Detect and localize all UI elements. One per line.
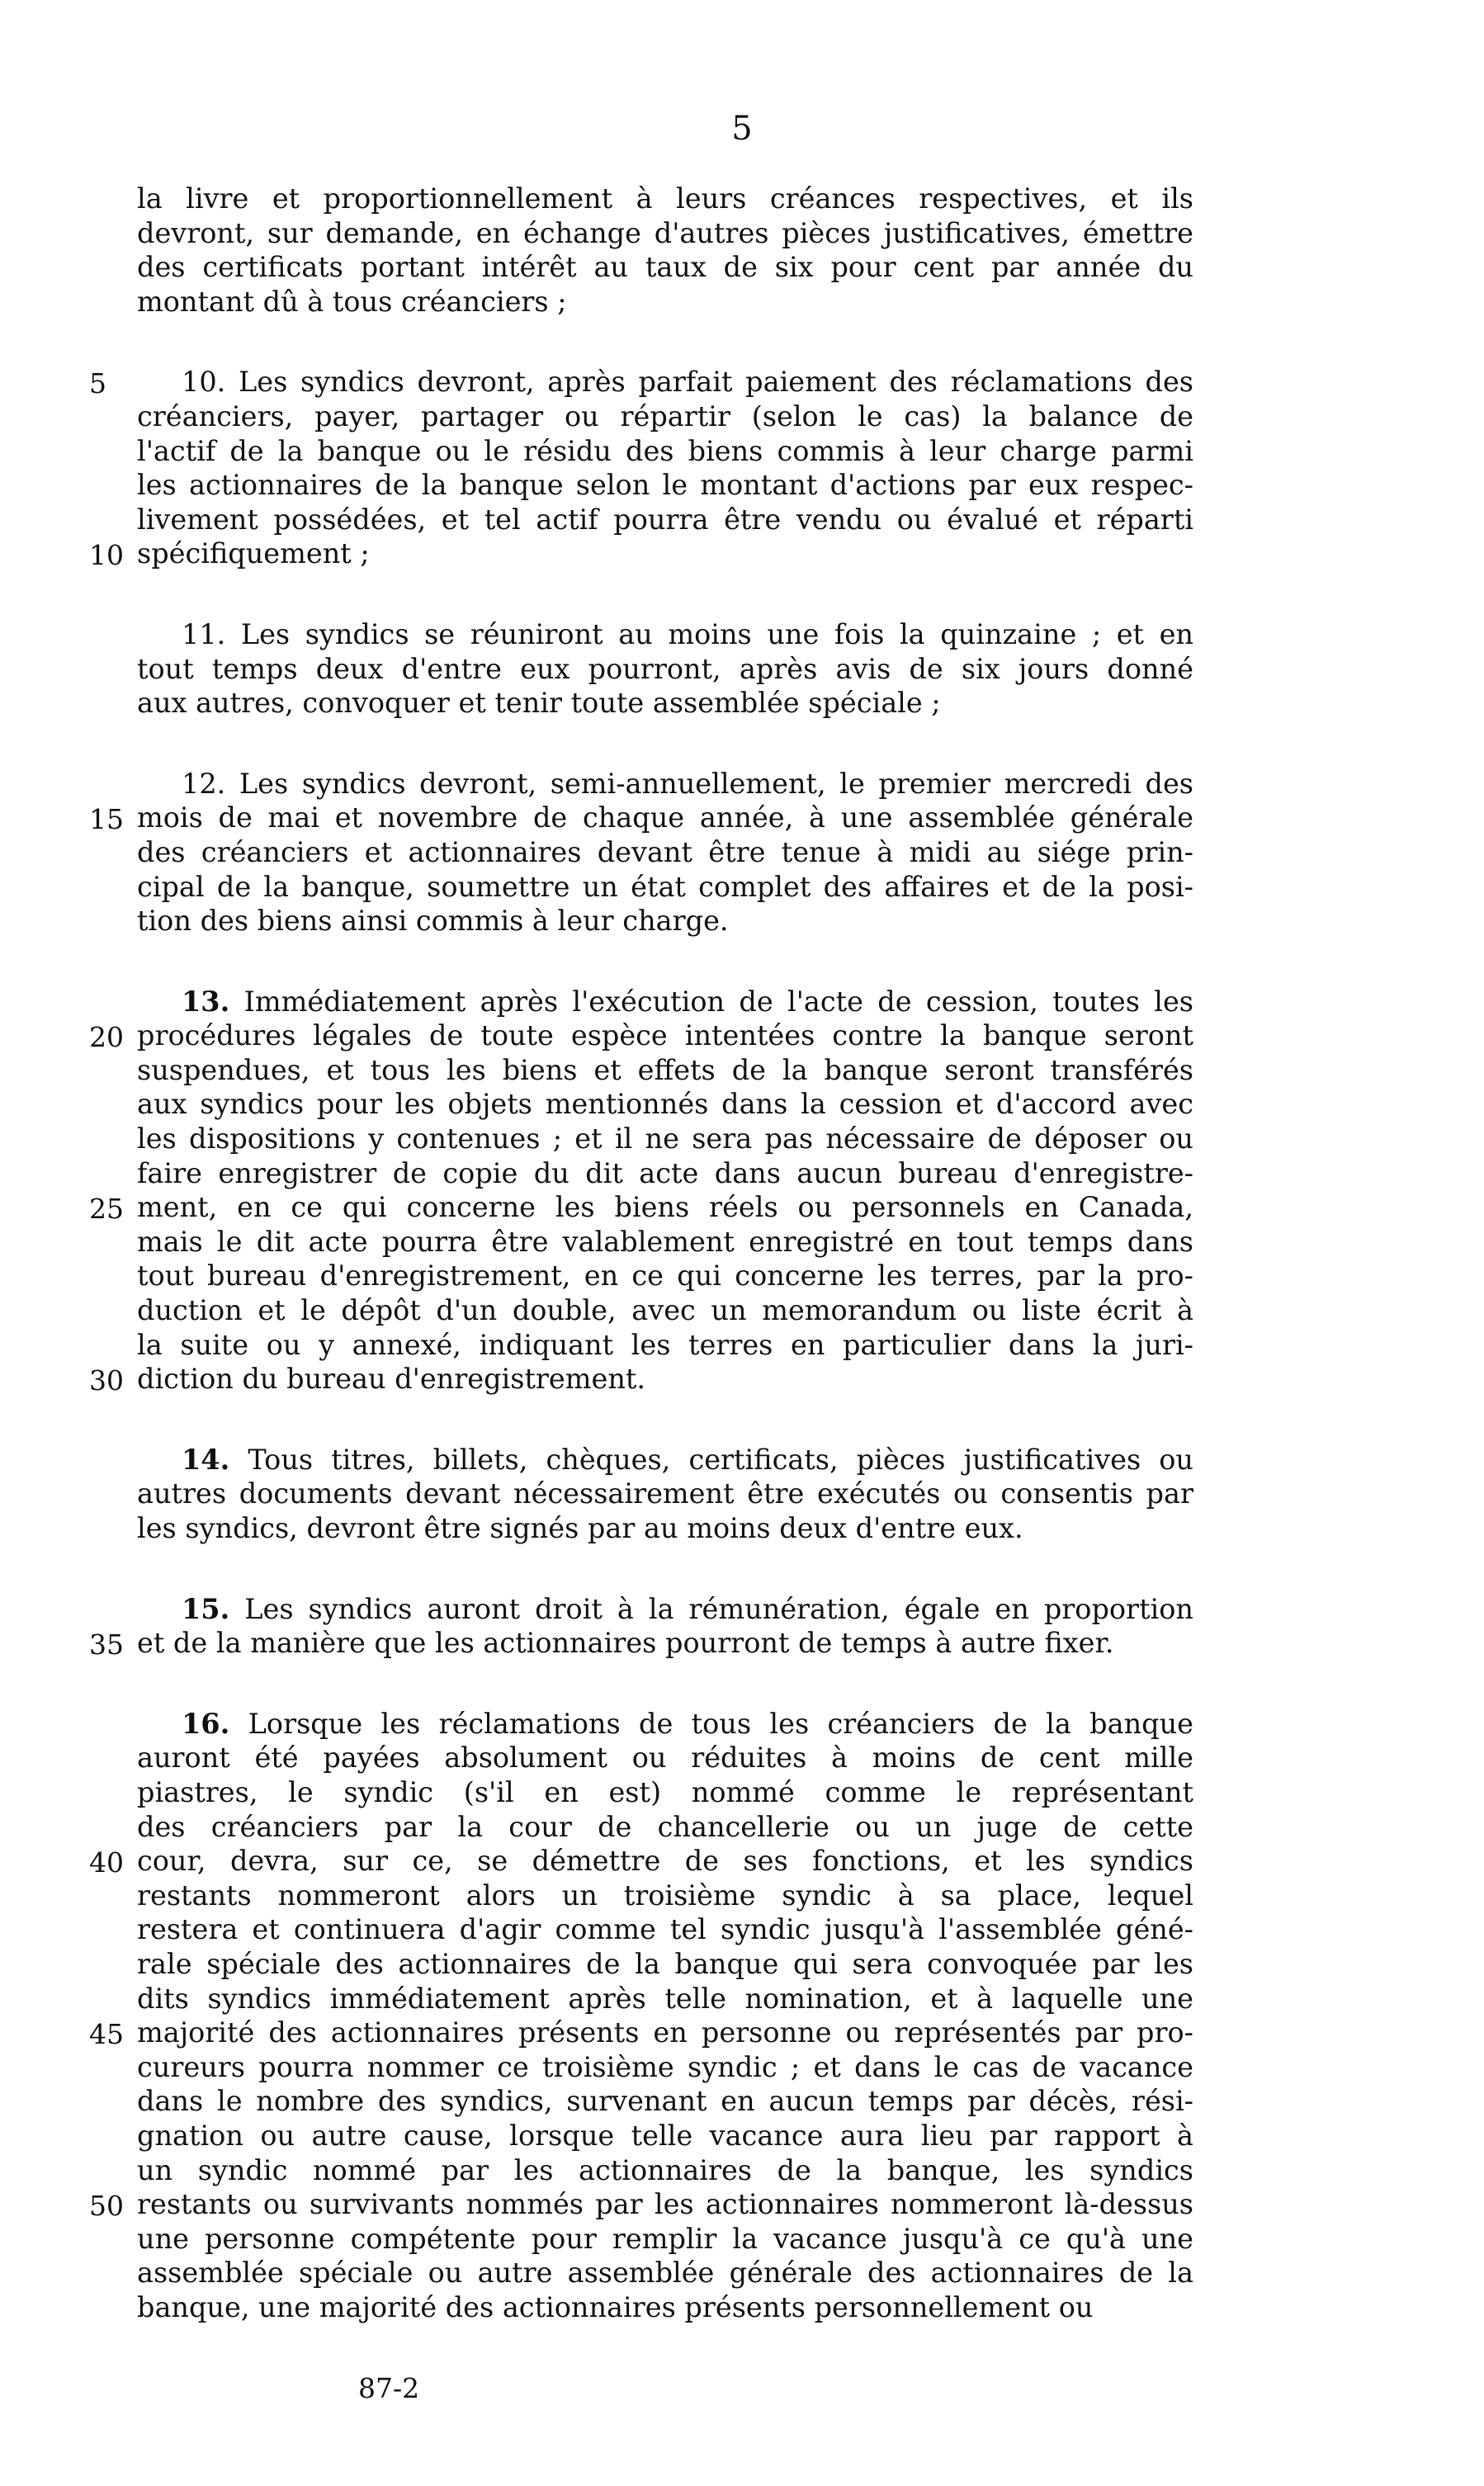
text-line — [137, 1741, 1193, 1775]
section-number: 14. — [182, 1443, 230, 1476]
line-text: les dispositions y contenues ; et il ne sera pas nécessaire de déposer ou — [137, 1122, 1193, 1156]
paragraph — [89, 1707, 1193, 2325]
line-text: procédures légales de toute espèce intentées contre la banque seront — [137, 1019, 1193, 1052]
section-number: 16. — [182, 1707, 230, 1740]
section-number: 13. — [182, 985, 230, 1018]
text-line — [137, 468, 1193, 503]
margin-line-number: 15 — [89, 803, 124, 836]
text-line — [137, 1707, 1193, 1742]
paragraph — [89, 1592, 1193, 1661]
paragraph — [89, 985, 1193, 1397]
text-line — [137, 1259, 1193, 1293]
text-line — [137, 2256, 1193, 2290]
text-line — [89, 801, 1193, 836]
signature-mark: 87-2 — [358, 2372, 420, 2404]
line-text: rale spéciale des actionnaires de la banque qui sera convoquée par les — [137, 1947, 1193, 1980]
text-line — [137, 1477, 1193, 1511]
line-text: restera et continuera d'agir comme tel syndic jusqu'à l'assemblée géné- — [137, 1913, 1193, 1946]
line-text: restants nommeront alors un troisième syndic à sa place, lequel — [137, 1879, 1193, 1912]
text-line — [137, 1053, 1193, 1088]
paragraph — [137, 617, 1193, 721]
text-line — [137, 985, 1193, 1019]
margin-line-number: 35 — [89, 1628, 124, 1661]
line-text: aux syndics pour les objets mentionnés dans la cession et d'accord avec — [137, 1088, 1193, 1121]
text-line — [137, 1225, 1193, 1260]
line-text: cureurs pourra nommer ce troisième syndic ; et dans le cas de vacance — [137, 2050, 1193, 2083]
margin-line-number: 25 — [89, 1193, 124, 1226]
line-text: un syndic nommé par les actionnaires de la banque, les syndics — [137, 2153, 1193, 2186]
text-line — [89, 1362, 1193, 1397]
text-line — [137, 617, 1193, 652]
page-number: 5 — [731, 110, 753, 148]
text-line — [137, 2222, 1193, 2257]
line-text: la suite ou y annexé, indiquant les terres en particulier dans la juri- — [137, 1328, 1193, 1361]
line-text: duction et le dépôt d'un double, avec un memorandum ou liste écrit à — [137, 1294, 1193, 1327]
line-text: suspendues, et tous les biens et effets de la banque seront transférés — [137, 1053, 1193, 1086]
margin-line-number: 40 — [89, 1846, 124, 1879]
line-text: 11. Les syndics se réuniront au moins une fois la quinzaine ; et en — [182, 617, 1193, 650]
text-line — [137, 285, 1193, 319]
paragraph — [137, 182, 1193, 319]
line-text: mois de mai et novembre de chaque année, à une assemblée générale — [137, 801, 1193, 834]
text-line — [137, 2119, 1193, 2153]
text-line — [89, 536, 1193, 572]
line-text: la livre et proportionnellement à leurs créances respectives, et ils — [137, 182, 1193, 215]
margin-line-number: 45 — [89, 2018, 124, 2051]
line-text: devront, sur demande, en échange d'autres pièces justificatives, émettre — [137, 216, 1193, 249]
text-line — [137, 182, 1193, 216]
line-text: Tous titres, billets, chèques, certificats, pièces justificatives ou — [248, 1443, 1193, 1476]
line-text: autres documents devant nécessairement être exécutés ou consentis par — [137, 1477, 1193, 1510]
text-line — [137, 2084, 1193, 2119]
text-line — [137, 1087, 1193, 1122]
paragraph — [89, 365, 1193, 572]
text-line — [89, 2016, 1193, 2051]
text-line — [137, 434, 1193, 469]
text-line — [137, 904, 1193, 938]
line-text: 12. Les syndics devront, semi-annuellement, le premier mercredi des — [182, 767, 1193, 800]
text-line — [137, 835, 1193, 870]
line-text: des créanciers et actionnaires devant être tenue à midi au siége prin- — [137, 835, 1193, 868]
line-text: assemblée spéciale ou autre assemblée générale des actionnaires de la — [137, 2257, 1193, 2290]
paragraph — [89, 767, 1193, 938]
text-line — [137, 1982, 1193, 2016]
text-line — [137, 1879, 1193, 1913]
line-text: gnation ou autre cause, lorsque telle vacance aura lieu par rapport à — [137, 2119, 1193, 2152]
text-line — [137, 1122, 1193, 1156]
line-text: spécifiquement ; — [137, 537, 370, 570]
line-text: ment, en ce qui concerne les biens réels ou personnels en Canada, — [137, 1191, 1193, 1224]
text-line — [137, 1912, 1193, 1947]
margin-line-number: 5 — [89, 367, 106, 400]
margin-line-number: 10 — [89, 539, 124, 572]
line-text: diction du bureau d'enregistrement. — [137, 1363, 646, 1396]
text-line — [137, 1328, 1193, 1363]
text-line — [89, 1844, 1193, 1879]
line-text: 10. Les syndics devront, après parfait paiement des réclamations des — [182, 366, 1193, 399]
line-text: dits syndics immédiatement après telle nomination, et à laquelle une — [137, 1982, 1193, 2015]
text-line — [137, 686, 1193, 721]
margin-line-number: 30 — [89, 1364, 124, 1397]
line-text: dans le nombre des syndics, survenant en aucun temps par décès, rési- — [137, 2085, 1193, 2118]
line-text: majorité des actionnaires présents en personne ou représentés par pro- — [137, 2016, 1193, 2049]
text-line — [137, 1443, 1193, 1477]
line-text: aux autres, convoquer et tenir toute assemblée spéciale ; — [137, 687, 941, 720]
text-line — [137, 1156, 1193, 1191]
line-text: banque, une majorité des actionnaires présents personnellement ou — [137, 2290, 1094, 2323]
line-text: tout temps deux d'entre eux pourront, après avis de six jours donné — [137, 652, 1193, 685]
line-text: restants ou survivants nommés par les actionnaires nommeront là-dessus — [137, 2188, 1193, 2221]
text-line — [137, 216, 1193, 251]
text-line — [137, 250, 1193, 285]
text-line — [89, 1190, 1193, 1226]
text-line — [137, 1592, 1193, 1627]
line-text: des créanciers par la cour de chancellerie ou un juge de cette — [137, 1810, 1193, 1843]
margin-line-number: 20 — [89, 1021, 124, 1054]
line-text: Immédiatement après l'exécution de l'acte de cession, toutes les — [243, 985, 1193, 1018]
text-line — [137, 2153, 1193, 2188]
text-line — [137, 767, 1193, 801]
text-line — [137, 2050, 1193, 2085]
text-line — [137, 503, 1193, 537]
text-line — [137, 1293, 1193, 1328]
line-text: tout bureau d'enregistrement, en ce qui concerne les terres, par la pro- — [137, 1260, 1193, 1293]
line-text: faire enregistrer de copie du dit acte dans aucun bureau d'enregistre- — [137, 1156, 1193, 1189]
line-text: cipal de la banque, soumettre un état complet des affaires et de la posi- — [137, 870, 1193, 903]
section-number: 15. — [182, 1592, 230, 1625]
line-text: Lorsque les réclamations de tous les créanciers de la banque — [248, 1707, 1193, 1740]
document-body — [89, 182, 1193, 2370]
text-line — [137, 399, 1193, 434]
text-line — [137, 1775, 1193, 1810]
text-line — [89, 1019, 1193, 1054]
line-text: Les syndics auront droit à la rémunération, égale en proportion — [244, 1592, 1193, 1625]
line-text: des certificats portant intérêt au taux de six pour cent par année du — [137, 251, 1193, 284]
line-text: mais le dit acte pourra être valablement enregistré en tout temps dans — [137, 1225, 1193, 1258]
text-line — [137, 2290, 1193, 2325]
line-text: les actionnaires de la banque selon le montant d'actions par eux respec- — [137, 469, 1193, 502]
margin-line-number: 50 — [89, 2190, 124, 2223]
text-line — [137, 1947, 1193, 1982]
paragraph — [137, 1443, 1193, 1546]
text-line — [89, 2187, 1193, 2223]
line-text: montant dû à tous créanciers ; — [137, 285, 567, 318]
line-text: les syndics, devront être signés par au moins deux d'entre eux. — [137, 1512, 1023, 1544]
line-text: l'actif de la banque ou le résidu des biens commis à leur charge parmi — [137, 434, 1193, 467]
text-line — [137, 1511, 1193, 1546]
line-text: une personne compétente pour remplir la vacance jusqu'à ce qu'à une — [137, 2222, 1193, 2255]
line-text: cour, devra, sur ce, se démettre de ses fonctions, et les syndics — [137, 1845, 1193, 1878]
line-text: tion des biens ainsi commis à leur charge. — [137, 905, 729, 938]
line-text: piastres, le syndic (s'il en est) nommé comme le représentant — [137, 1775, 1193, 1808]
text-line — [89, 365, 1193, 400]
line-text: auront été payées absolument ou réduites à moins de cent mille — [137, 1742, 1193, 1775]
text-line — [137, 652, 1193, 687]
line-text: livement possédées, et tel actif pourra être vendu ou évalué et réparti — [137, 503, 1193, 536]
line-text: et de la manière que les actionnaires pourront de temps à autre fixer. — [137, 1627, 1114, 1660]
text-line — [137, 1810, 1193, 1845]
text-line — [89, 1626, 1193, 1661]
line-text: créanciers, payer, partager ou répartir (selon le cas) la balance de — [137, 399, 1193, 432]
text-line — [137, 870, 1193, 905]
